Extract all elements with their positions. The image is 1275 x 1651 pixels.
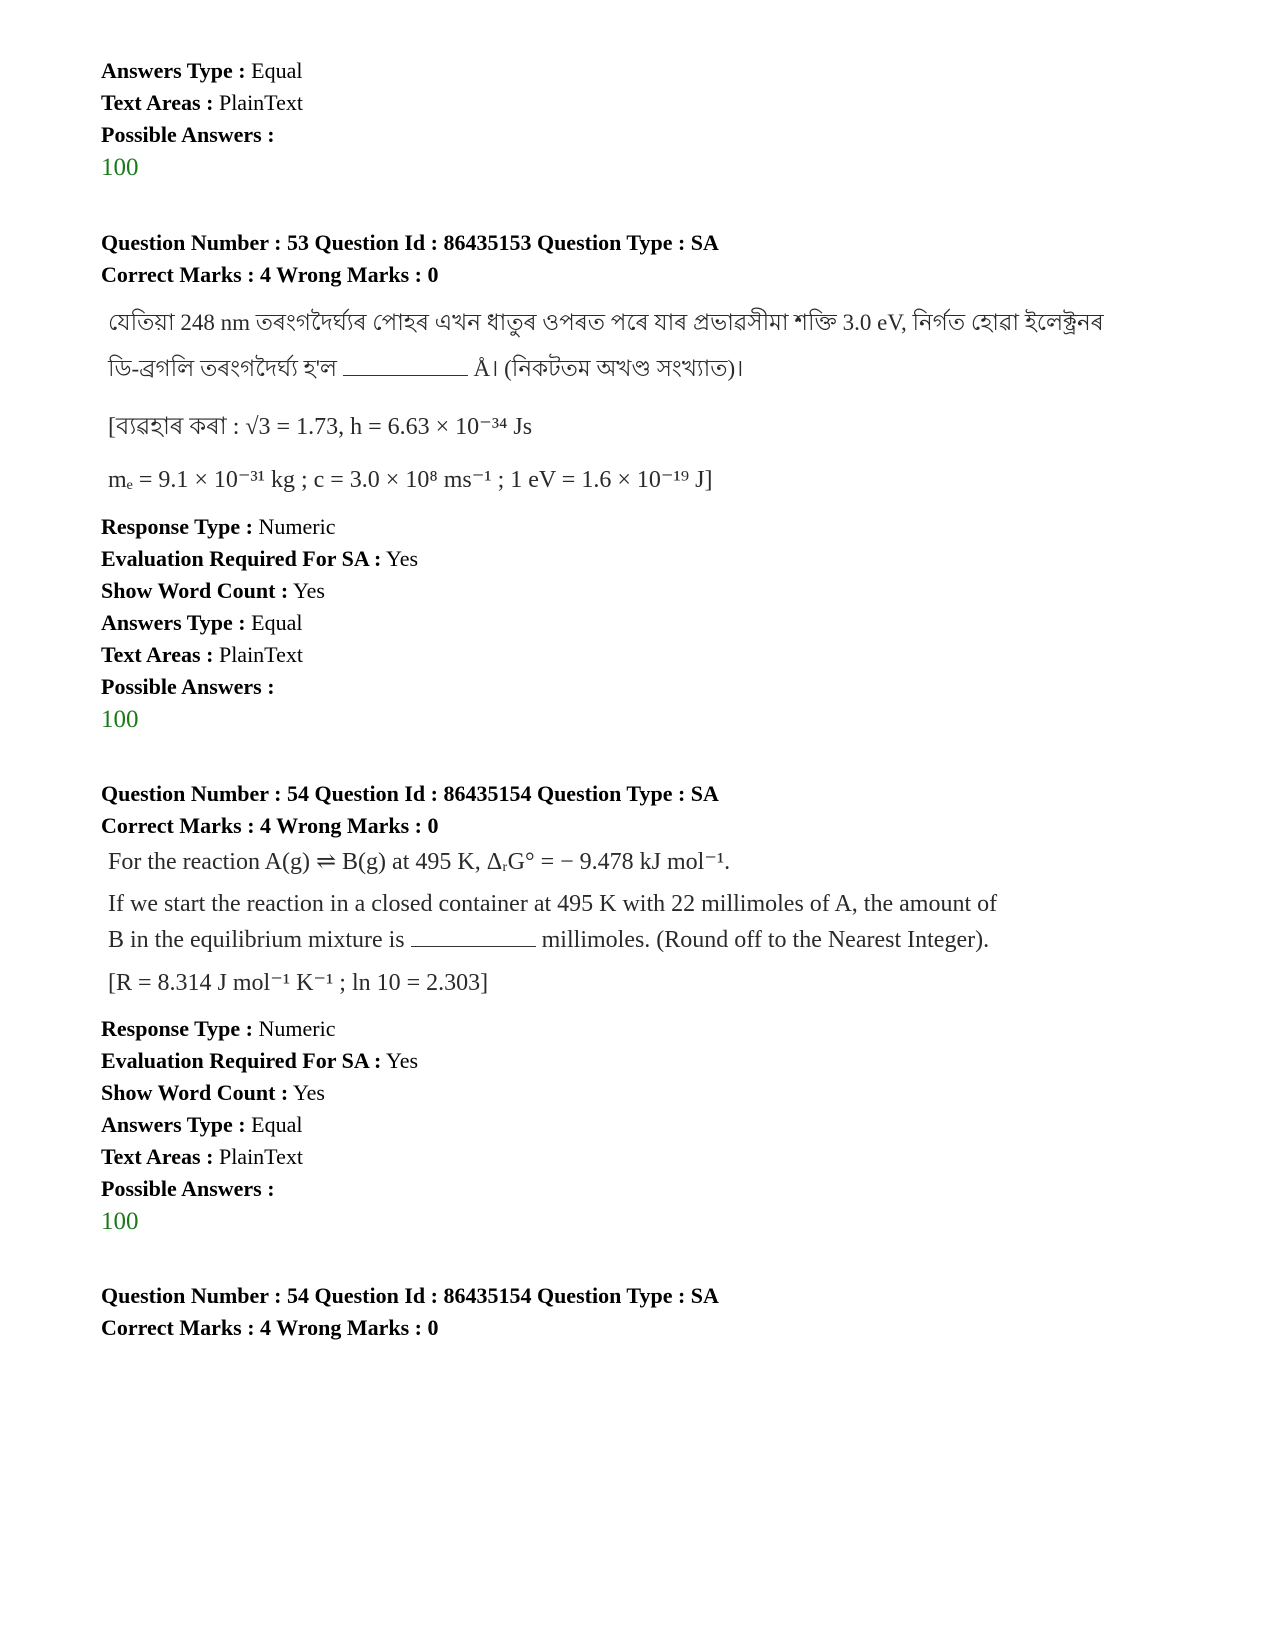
answer-blank <box>343 357 468 376</box>
question-text-line: If we start the reaction in a closed container at 495 K with 22 millimoles of A, the amount of <box>108 891 998 917</box>
evaluation-required-row: Evaluation Required For SA : Yes <box>101 1048 419 1073</box>
question-text-line: For the reaction A(g) ⇌ B(g) at 495 K, ΔᵣG° = − 9.478 kJ mol⁻¹. <box>108 849 731 875</box>
answers-type-row: Answers Type : Equal <box>101 58 303 83</box>
question-constants-line: mₑ = 9.1 × 10⁻³¹ kg ; c = 3.0 × 10⁸ ms⁻¹ ; 1 eV = 1.6 × 10⁻¹⁹ J] <box>108 467 713 493</box>
answers-type-row: Answers Type : Equal <box>101 1112 303 1137</box>
show-word-count-row: Show Word Count : Yes <box>101 578 325 603</box>
question-text-line: B in the equilibrium mixture is millimoles. (Round off to the Nearest Integer). <box>108 927 990 953</box>
text-areas-row: Text Areas : PlainText <box>101 1144 303 1169</box>
answer-blank <box>411 928 536 947</box>
possible-answers-label: Possible Answers : <box>101 1176 275 1201</box>
possible-answers-label: Possible Answers : <box>101 674 275 699</box>
question-marks: Correct Marks : 4 Wrong Marks : 0 <box>101 1315 439 1340</box>
question-header: Question Number : 54 Question Id : 86435154 Question Type : SA <box>101 1283 719 1308</box>
response-type-row: Response Type : Numeric <box>101 1016 336 1041</box>
text-areas-row: Text Areas : PlainText <box>101 642 303 667</box>
question-marks: Correct Marks : 4 Wrong Marks : 0 <box>101 262 439 287</box>
question-header: Question Number : 53 Question Id : 86435153 Question Type : SA <box>101 230 719 255</box>
question-constants-line: [R = 8.314 J mol⁻¹ K⁻¹ ; ln 10 = 2.303] <box>108 970 489 996</box>
response-type-row: Response Type : Numeric <box>101 514 336 539</box>
show-word-count-row: Show Word Count : Yes <box>101 1080 325 1105</box>
possible-answer-value: 100 <box>101 154 139 181</box>
text-areas-row: Text Areas : PlainText <box>101 90 303 115</box>
question-marks: Correct Marks : 4 Wrong Marks : 0 <box>101 813 439 838</box>
question-text-line: ডি-ব্ৰগলি তৰংগদৈৰ্ঘ্য হ'ল Å। (নিকটতম অখণ্ড সংখ্যাত)। <box>108 356 744 381</box>
question-constants-line: [ব্যৱহাৰ কৰা : √3 = 1.73, h = 6.63 × 10⁻³⁴ Js <box>108 414 533 440</box>
answers-type-row: Answers Type : Equal <box>101 610 303 635</box>
question-header: Question Number : 54 Question Id : 86435154 Question Type : SA <box>101 781 719 806</box>
evaluation-required-row: Evaluation Required For SA : Yes <box>101 546 419 571</box>
question-text-line: যেতিয়া 248 nm তৰংগদৈৰ্ঘ্যৰ পোহৰ এখন ধাতুৰ ওপৰত পৰে যাৰ প্ৰভাৱসীমা শক্তি 3.0 eV, নিৰ্গত হোৱা ইলেক্ট্ৰনৰ <box>108 310 1104 335</box>
possible-answer-value: 100 <box>101 706 139 733</box>
possible-answers-label: Possible Answers : <box>101 122 275 147</box>
possible-answer-value: 100 <box>101 1208 139 1235</box>
